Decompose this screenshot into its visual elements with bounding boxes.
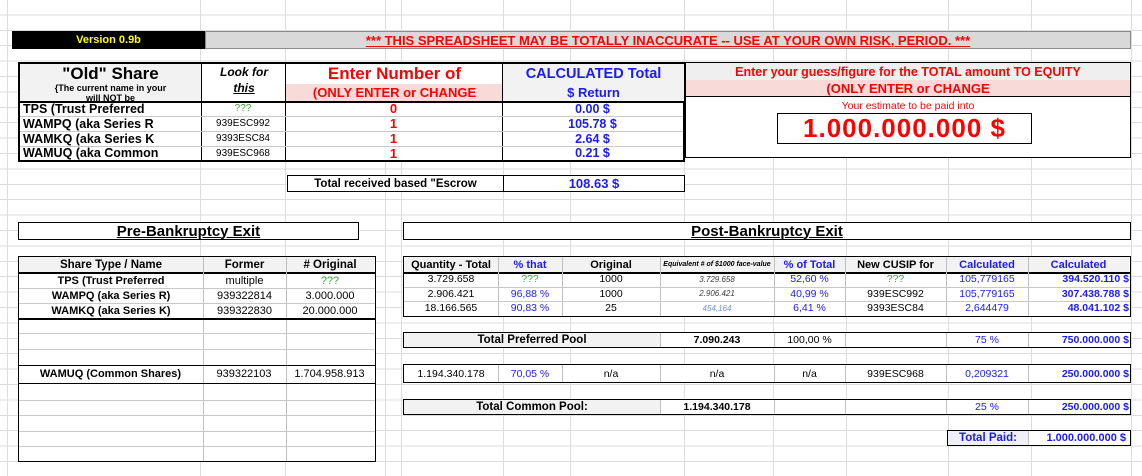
calculated-rate: 105,779165 <box>959 273 1015 286</box>
version-badge: Version 0.9b <box>12 31 205 49</box>
former-cusip: 939322103 <box>216 368 272 380</box>
gridline <box>1028 431 1029 445</box>
equity-guess-panel <box>685 62 1131 158</box>
quantity-total: 3.729.658 <box>427 273 475 286</box>
look-for-line2: this <box>233 81 255 95</box>
column-header: Calculated <box>946 257 1028 272</box>
calculated-amount: 394.520.110 $ <box>1062 273 1129 286</box>
total-common-label: Total Common Pool: <box>404 400 660 414</box>
pct-that: 96,88 % <box>510 287 550 300</box>
share-name: WAMKQ (aka Series K <box>23 131 155 146</box>
former-cusip: 939322830 <box>216 304 273 317</box>
original: n/a <box>603 367 619 380</box>
share-return: 0.21 $ <box>575 146 610 160</box>
gridline <box>660 400 661 414</box>
look-for-header <box>201 64 286 101</box>
equity-header-line2: (ONLY ENTER or CHANGE <box>686 80 1130 97</box>
equivalent-face-value: 2.906.421 <box>699 289 735 299</box>
total-preferred-amount: 750.000.000 $ <box>1061 334 1129 346</box>
column-header: % that <box>498 257 562 272</box>
pct-of-total: 40,99 % <box>790 287 829 300</box>
column-header: # Original <box>286 257 374 272</box>
original-count: 1.704.958.913 <box>294 368 365 380</box>
gridline <box>19 333 375 334</box>
post-common-row <box>403 364 1131 383</box>
share-name: WAMPQ (aka Series R <box>23 116 154 131</box>
share-quantity-input[interactable]: 1 <box>389 146 398 160</box>
total-preferred-equivalent: 7.090.243 <box>693 334 741 346</box>
gridline <box>7 0 8 476</box>
total-common-row <box>403 399 1131 415</box>
share-cusip: ??? <box>234 103 252 114</box>
equivalent-face-value: 3.729.658 <box>699 274 735 284</box>
calculated-amount: 307.438.788 $ <box>1061 287 1129 300</box>
gridline <box>845 365 846 382</box>
new-cusip: ??? <box>886 273 905 286</box>
total-preferred-label: Total Preferred Pool <box>404 333 660 347</box>
post-bankruptcy-table <box>403 256 1131 317</box>
share-name: WAMKQ (aka Series K) <box>51 304 171 317</box>
column-header: Calculated <box>1028 257 1129 272</box>
look-for-line1: Look for <box>220 65 268 79</box>
gridline <box>1028 365 1029 382</box>
former-cusip: 939322814 <box>216 289 273 302</box>
column-header: Original <box>562 257 660 272</box>
old-share-subtitle-clipped: will NOT be <box>85 93 135 101</box>
gridline <box>946 365 947 382</box>
gridline <box>19 400 375 401</box>
gridline <box>1028 333 1029 347</box>
total-paid-row <box>947 430 1131 446</box>
original: 1000 <box>599 273 623 286</box>
gridline <box>498 365 499 382</box>
gridline <box>19 446 375 447</box>
share-quantity-input[interactable]: 1 <box>389 131 398 146</box>
calculated-rate: 105,779165 <box>959 287 1015 300</box>
old-share-subtitle: {The current name in your <box>54 83 167 93</box>
gridline <box>19 349 375 350</box>
gridline <box>660 365 661 382</box>
calculated-rate: 2,644479 <box>965 302 1009 315</box>
gridline <box>1028 400 1029 414</box>
quantity-total: 2.906.421 <box>427 287 475 300</box>
total-preferred-calc: 75 % <box>975 334 999 346</box>
calculated-rate: 0,209321 <box>965 367 1009 380</box>
total-preferred-pct: 100,00 % <box>787 334 832 346</box>
share-name: WAMUQ (Common Shares) <box>39 368 182 380</box>
pct-of-total: 6,41 % <box>793 302 826 315</box>
enter-number-header <box>285 64 503 101</box>
column-header: % of Total <box>774 257 845 272</box>
pre-bankruptcy-title: Pre-Bankruptcy Exit <box>18 222 359 240</box>
original: 25 <box>605 302 617 315</box>
escrow-value: 108.63 $ <box>568 176 620 191</box>
gridline <box>845 400 846 414</box>
enter-number-line1: Enter Number of <box>327 64 462 83</box>
escrow-label: Total received based "Escrow <box>314 177 477 190</box>
gridline <box>562 365 563 382</box>
share-return: 105.78 $ <box>568 116 617 131</box>
gridline <box>19 318 375 320</box>
original-count: ??? <box>320 274 340 287</box>
old-share-title: "Old" Share <box>62 64 159 83</box>
equivalent-face-value: n/a <box>709 367 725 380</box>
original-count: 3.000.000 <box>305 289 355 302</box>
new-cusip: 939ESC992 <box>867 287 924 300</box>
column-header: New CUSIP for <box>845 257 946 272</box>
warning-banner: *** THIS SPREADSHEET MAY BE TOTALLY INACCURATE -- USE AT YOUR OWN RISK, PERIOD. *** <box>205 31 1131 49</box>
column-header: Former <box>203 257 286 272</box>
share-cusip: 939ESC968 <box>216 147 270 159</box>
new-cusip: 939ESC968 <box>867 367 924 380</box>
calculated-line1: CALCULATED Total <box>525 66 662 82</box>
calculated-amount: 48.041.102 $ <box>1067 302 1129 315</box>
pct-that: ??? <box>521 273 539 286</box>
enter-number-line2: (ONLY ENTER or CHANGE <box>286 84 503 101</box>
share-cusip: 939ESC992 <box>216 118 270 129</box>
total-common-amount: 250.000.000 $ <box>1061 401 1129 413</box>
pct-that: 90,83 % <box>510 302 550 315</box>
gridline <box>19 431 375 432</box>
total-paid-label: Total Paid: <box>948 431 1028 445</box>
share-name: TPS (Trust Preferred <box>23 101 145 116</box>
share-return: 0.00 $ <box>575 101 610 116</box>
equity-header-line1: Enter your guess/figure for the TOTAL amount TO EQUITY <box>686 63 1130 80</box>
gridline <box>774 365 775 382</box>
total-paid-amount: 1.000.000.000 $ <box>1046 432 1126 444</box>
share-name: WAMPQ (aka Series R) <box>51 289 171 302</box>
total-preferred-row <box>403 332 1131 348</box>
column-header: Share Type / Name <box>19 257 203 272</box>
share-quantity-input[interactable]: 0 <box>389 101 398 116</box>
column-header: Quantity - Total <box>404 257 498 272</box>
pct-of-total: 52,60 % <box>790 273 829 286</box>
column-header: Equivalent # of $1000 face-value <box>660 257 774 272</box>
gridline <box>946 333 947 347</box>
pct-of-total: n/a <box>802 367 817 380</box>
gridline <box>19 415 375 416</box>
quantity-total: 18.166.565 <box>424 302 478 315</box>
equivalent-face-value: 454,164 <box>702 303 732 313</box>
gridline <box>845 333 846 347</box>
calculated-return-header <box>502 64 684 101</box>
gridline <box>660 333 661 347</box>
old-shares-table <box>18 62 685 162</box>
calculated-amount: 250.000.000 $ <box>1061 367 1129 380</box>
quantity-total: 1.194.340.178 <box>417 367 485 380</box>
post-bankruptcy-title: Post-Bankruptcy Exit <box>403 222 1131 240</box>
share-return: 2.64 $ <box>575 131 610 146</box>
original: 1000 <box>599 287 623 300</box>
new-cusip: 9393ESC84 <box>867 302 924 315</box>
equity-amount-input[interactable]: 1.000.000.000 $ <box>777 113 1032 144</box>
gridline <box>946 400 947 414</box>
gridline <box>774 400 775 414</box>
share-quantity-input[interactable]: 1 <box>389 116 398 131</box>
total-common-calc: 25 % <box>975 401 999 413</box>
former-cusip: multiple <box>225 274 264 287</box>
equity-note: Your estimate to be paid into <box>841 99 975 112</box>
escrow-total-row <box>287 175 685 192</box>
share-cusip: 9393ESC84 <box>216 133 270 144</box>
common-shares-row <box>18 365 376 384</box>
pre-bankruptcy-table <box>18 256 376 462</box>
share-name: TPS (Trust Preferred <box>57 274 165 287</box>
gridline <box>774 333 775 347</box>
original-count: 20.000.000 <box>302 304 358 317</box>
pct-that: 70,05 % <box>510 367 550 380</box>
old-share-header <box>20 64 201 101</box>
calculated-line2: $ Return <box>567 85 620 100</box>
total-common-equivalent: 1.194.340.178 <box>683 401 751 413</box>
share-name: WAMUQ (aka Common <box>23 146 159 160</box>
